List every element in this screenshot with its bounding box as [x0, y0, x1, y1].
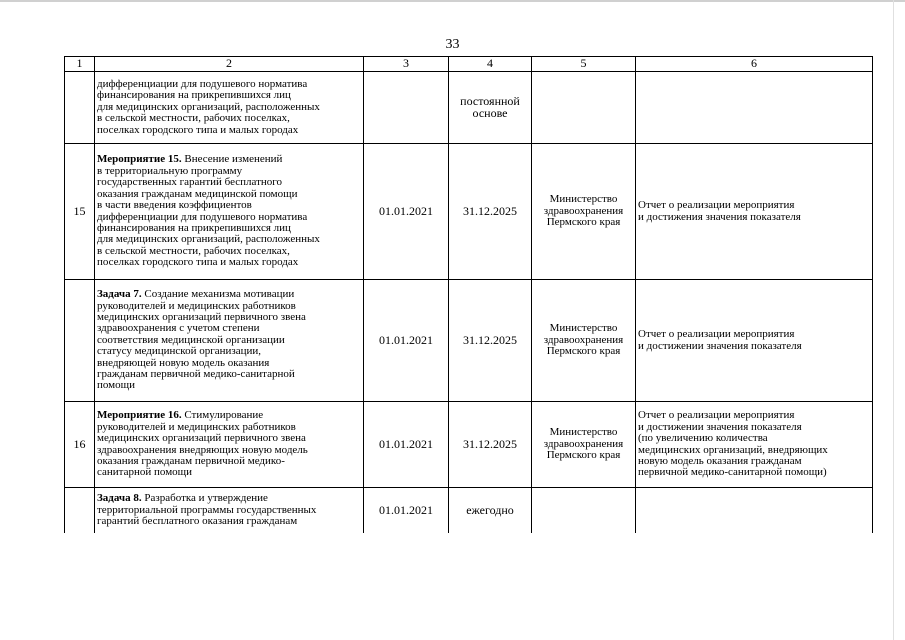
- scan-top-edge: [0, 0, 905, 2]
- column-header: 4: [449, 57, 532, 72]
- task-text: Разработка и утверждение территориальной программы государственных гарантий бесплатного оказания гражданам: [97, 492, 317, 527]
- column-header: 3: [364, 57, 449, 72]
- page-number: 33: [445, 37, 460, 52]
- table-row: [65, 488, 873, 533]
- measure-title: Мероприятие 15.: [97, 153, 182, 166]
- table-header-row: [65, 57, 873, 72]
- responsible-executor: [532, 488, 636, 533]
- table-row: [65, 402, 873, 488]
- task-title: Задача 8.: [97, 492, 142, 505]
- column-header: 6: [636, 57, 873, 72]
- start-date: 01.01.2021: [364, 488, 449, 533]
- row-number: [65, 280, 95, 402]
- task-description: [95, 488, 364, 533]
- measure-description: [95, 72, 364, 144]
- measures-table: [64, 56, 873, 533]
- measure-text: Стимулирование руководителей и медицинских работников медицинских организаций первичного звена здравоохранения внедряющих новую модель оказания гражданам первичной медико- санитарной помощи: [97, 409, 308, 479]
- report-form: Отчет о реализации мероприятия и достижении значения показателя (по увеличению количества медицинских организаций, внедряющих новую модель оказания гражданам первичной медико-санитарной помощи): [636, 402, 873, 488]
- end-date: ежегодно: [449, 488, 532, 533]
- responsible-executor: [532, 72, 636, 144]
- report-form: [636, 488, 873, 533]
- end-date: 31.12.2025: [449, 280, 532, 402]
- report-form: [636, 72, 873, 144]
- table-row: [65, 144, 873, 280]
- column-header: 5: [532, 57, 636, 72]
- end-date: 31.12.2025: [449, 402, 532, 488]
- start-date: 01.01.2021: [364, 402, 449, 488]
- measure-text: Внесение изменений в территориальную программу государственных гарантий бесплатного оказания гражданам медицинской помощи в части введения коэффициентов дифференциации для подушевого норматива финансирования на прикрепившихся лиц для медицинских организаций, расположенных в сельской местности, рабочих поселках, поселках городского типа и малых городах: [97, 153, 320, 269]
- responsible-executor: Министерство здравоохранения Пермского края: [532, 402, 636, 488]
- row-number: 15: [65, 144, 95, 280]
- measure-description: [95, 144, 364, 280]
- measure-title: Мероприятие 16.: [97, 409, 182, 422]
- row-number: [65, 488, 95, 533]
- responsible-executor: Министерство здравоохранения Пермского края: [532, 144, 636, 280]
- start-date: [364, 72, 449, 144]
- table-row: [65, 72, 873, 144]
- responsible-executor: Министерство здравоохранения Пермского края: [532, 280, 636, 402]
- row-number: 16: [65, 402, 95, 488]
- end-date: 31.12.2025: [449, 144, 532, 280]
- row-number: [65, 72, 95, 144]
- column-header: 2: [95, 57, 364, 72]
- table-row: [65, 280, 873, 402]
- column-header: 1: [65, 57, 95, 72]
- report-form: Отчет о реализации мероприятия и достижении значения показателя: [636, 280, 873, 402]
- task-text: Создание механизма мотивации руководителей и медицинских работников медицинских организаций первичного звена здравоохранения с учетом степени соответствия медицинской организации статусу медицинской организации, внедряющей новую модель оказания гражданам первичной медико-санитарной помощи: [97, 288, 306, 392]
- task-title: Задача 7.: [97, 288, 142, 301]
- start-date: 01.01.2021: [364, 144, 449, 280]
- measure-description: [95, 402, 364, 488]
- end-date: постоянной основе: [449, 72, 532, 144]
- scan-right-edge: [893, 0, 894, 640]
- report-form: Отчет о реализации мероприятия и достижения значения показателя: [636, 144, 873, 280]
- task-description: [95, 280, 364, 402]
- start-date: 01.01.2021: [364, 280, 449, 402]
- measure-text: дифференциации для подушевого норматива финансирования на прикрепившихся лиц для медицинских организаций, расположенных в сельской местности, рабочих поселках, поселках городского типа и малых городах: [97, 77, 320, 136]
